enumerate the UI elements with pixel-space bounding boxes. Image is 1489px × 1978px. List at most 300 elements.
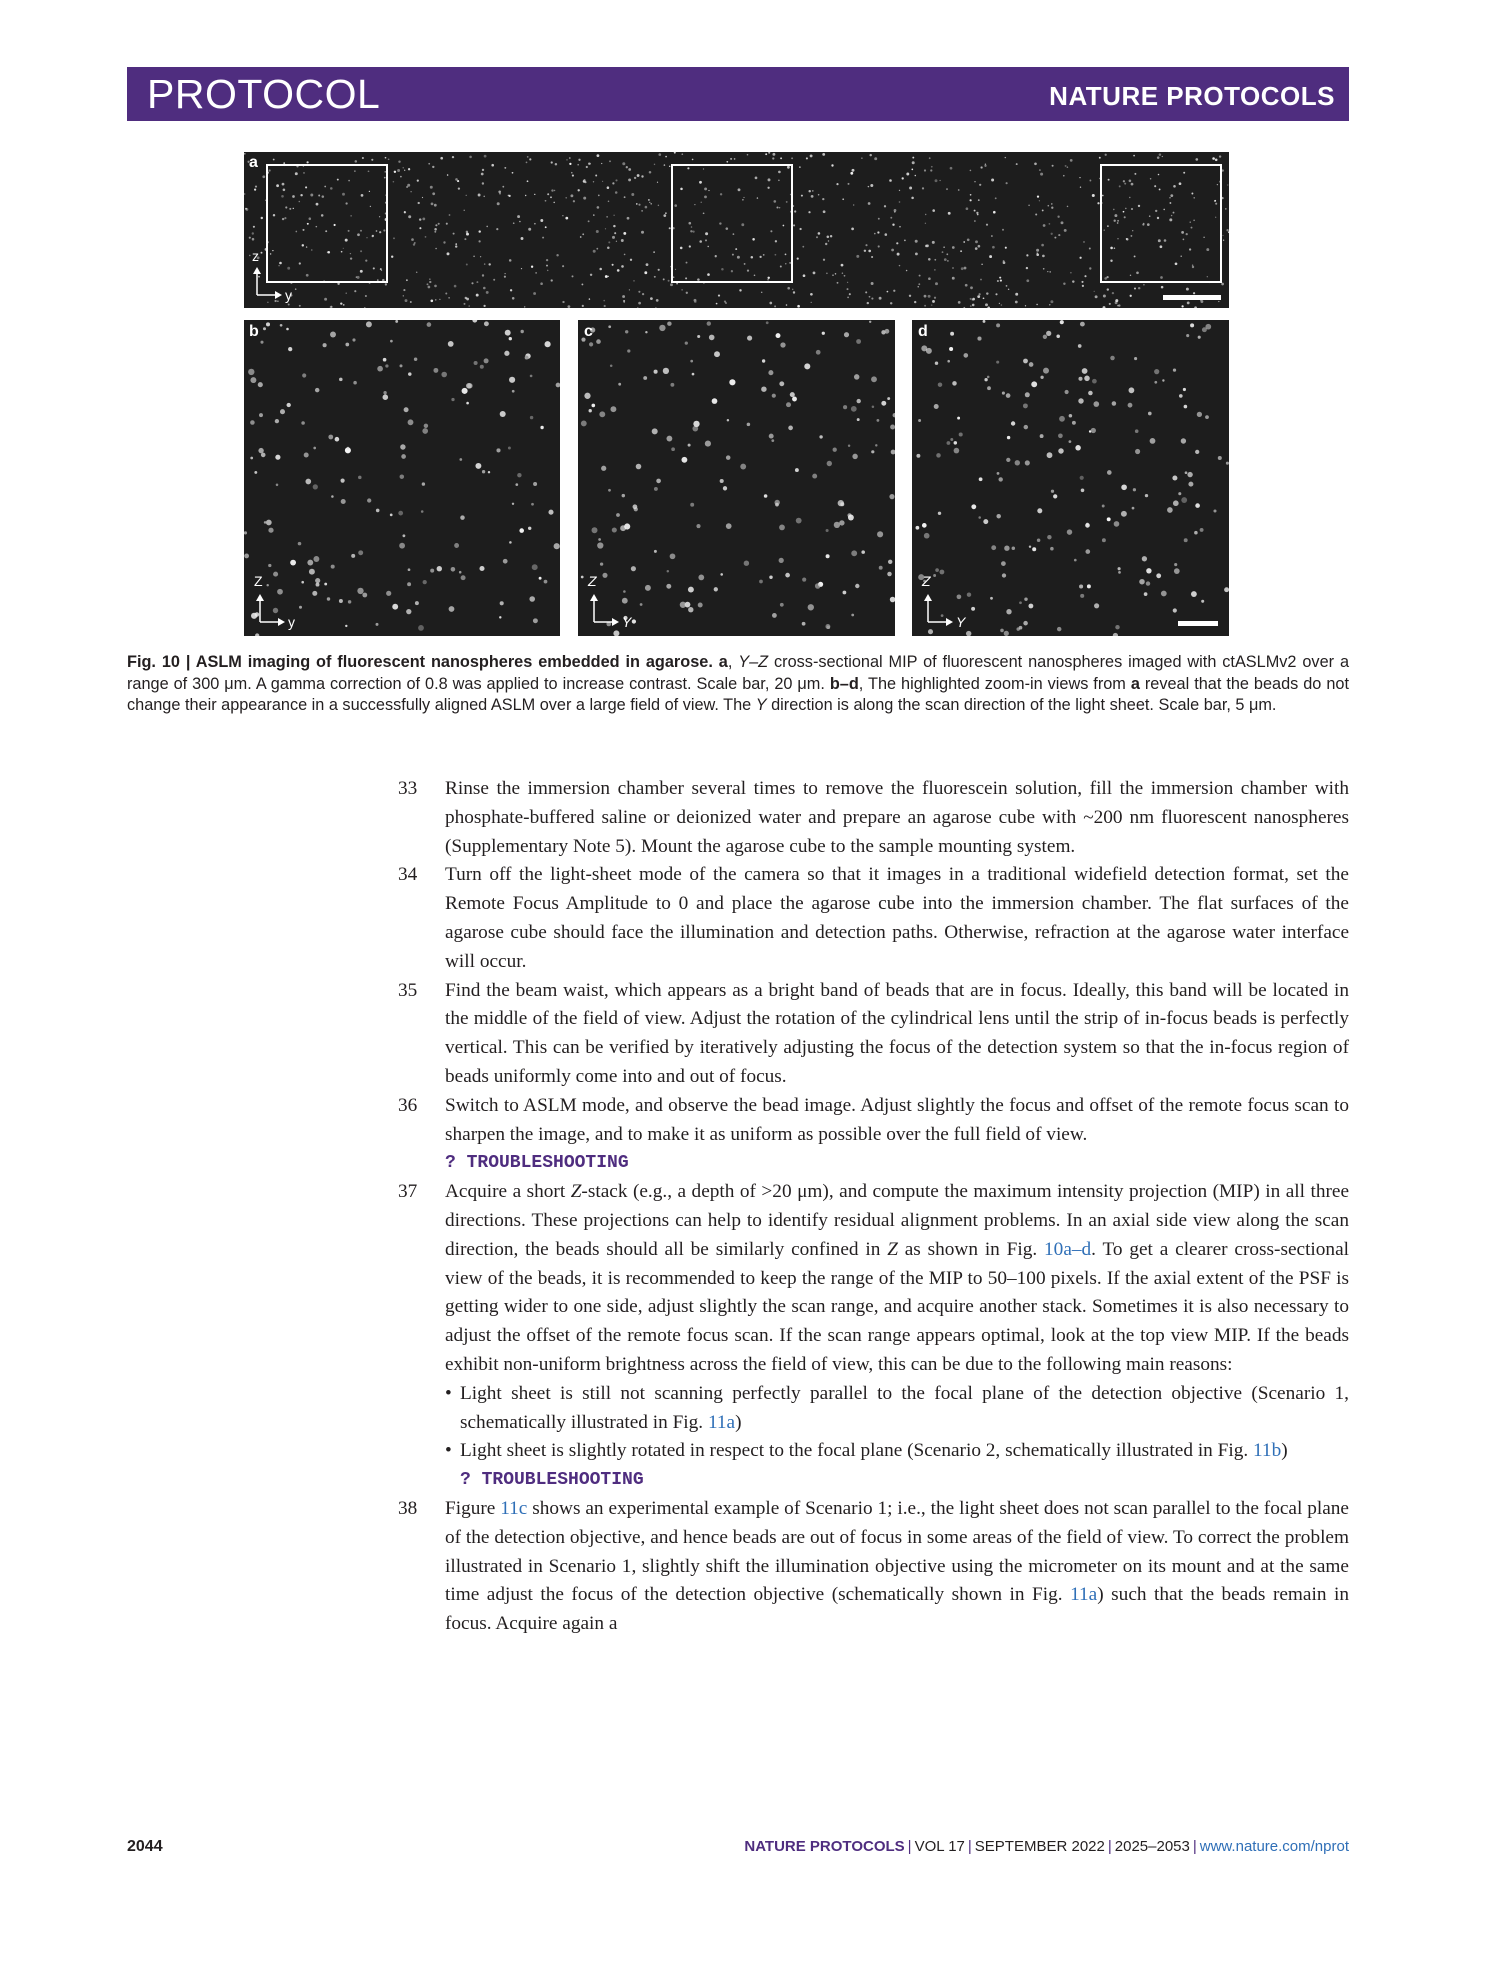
bead (950, 438, 953, 441)
bead (656, 299, 659, 302)
footer-url[interactable]: www.nature.com/nprot (1199, 1838, 1349, 1855)
bead (461, 575, 466, 580)
bead (1058, 433, 1063, 438)
bead (417, 180, 419, 182)
bead (1089, 248, 1091, 250)
bead (401, 454, 406, 459)
bead (709, 335, 715, 341)
bead (449, 214, 451, 216)
bead (946, 253, 948, 255)
bead (989, 255, 992, 258)
bead (840, 502, 844, 506)
bead (262, 175, 265, 178)
caption-text: reveal that the beads do not change their appearance in a successfully aligned ASLM over a large field of view. The (127, 674, 1349, 714)
bead (1060, 320, 1064, 324)
bead (483, 287, 486, 290)
bead (802, 246, 804, 248)
bead (610, 406, 616, 412)
bead (376, 623, 379, 626)
bead (249, 237, 251, 239)
bead (604, 305, 606, 307)
bead (483, 196, 484, 197)
bead (408, 215, 411, 218)
bead (533, 618, 538, 623)
bead (423, 580, 427, 584)
bead (681, 457, 687, 463)
bead (847, 297, 849, 299)
bead (977, 337, 981, 341)
bead (593, 214, 595, 216)
bead (542, 237, 544, 239)
footer-citation: NATURE PROTOCOLS | VOL 17 | SEPTEMBER 2022 | 2025–2053 | www.nature.com/nprot (744, 1838, 1349, 1855)
bead (980, 279, 982, 281)
bead (1047, 271, 1048, 272)
bead (894, 209, 897, 212)
bead (600, 562, 603, 565)
bead (266, 520, 272, 526)
bead (654, 370, 658, 374)
bead (856, 255, 859, 258)
bead (527, 156, 529, 158)
bead (509, 541, 512, 544)
bead (406, 609, 411, 614)
bead (613, 215, 614, 216)
bead (1048, 205, 1050, 207)
bead (555, 163, 557, 165)
bead (1049, 271, 1051, 273)
bead (891, 450, 895, 455)
bead (1115, 625, 1119, 629)
bead (909, 295, 911, 297)
step-number: 36 (398, 1094, 418, 1116)
bead (1082, 368, 1088, 374)
bead (570, 194, 573, 197)
bead (947, 360, 950, 363)
step-37 (398, 1178, 1349, 1380)
bead (1146, 581, 1150, 585)
axis-label-vertical-c: Z (588, 573, 597, 589)
bead (622, 494, 625, 497)
bead (795, 468, 799, 472)
bead (1228, 231, 1229, 233)
bead (478, 240, 480, 242)
bead (645, 206, 648, 209)
bead (475, 463, 481, 469)
bead (727, 419, 729, 421)
bullet-dot: • (445, 1440, 452, 1462)
bead (616, 513, 620, 517)
bead (415, 601, 419, 605)
bead (608, 325, 611, 328)
bead (468, 305, 470, 307)
step-text: -stack (e.g., a depth of >20 μm), and compute the maximum intensity projection (MIP) in all three directions. These projections can help to identify residual alignment problems. In an axial side view along the scan direction, the beads should all be similarly confined in (445, 1181, 1350, 1260)
bead (924, 169, 926, 171)
figure-link-11b[interactable]: 11b (1253, 1440, 1282, 1462)
bead (668, 280, 670, 282)
bead (445, 293, 447, 295)
bead (1195, 450, 1199, 454)
axis-indicator-b (250, 572, 310, 632)
bead (916, 454, 920, 458)
bead (250, 420, 255, 425)
bullet-text: ) (735, 1411, 742, 1433)
bead (513, 222, 515, 224)
bead (1080, 476, 1084, 480)
bead (688, 607, 693, 612)
bead (464, 238, 466, 240)
bead (780, 603, 784, 607)
bead (734, 158, 736, 160)
bead (429, 281, 431, 283)
bead (769, 302, 772, 305)
bead (393, 237, 395, 239)
bead (362, 157, 364, 159)
step-35 (398, 977, 1349, 1092)
bead (889, 494, 894, 499)
bead (874, 157, 877, 160)
bead (641, 210, 643, 212)
section-title: PROTOCOL (147, 71, 381, 117)
bead (638, 302, 641, 305)
bead (1067, 166, 1069, 168)
figure-link-11a[interactable]: 11a (707, 1411, 736, 1433)
bead (1118, 567, 1121, 570)
bead (716, 303, 718, 305)
bead (871, 298, 873, 300)
bead (502, 186, 504, 188)
bead (402, 534, 405, 537)
bead (1078, 344, 1082, 348)
bead (841, 264, 844, 267)
bead (1215, 159, 1218, 162)
figure-link-10a-d[interactable]: 10a–d (1044, 1238, 1092, 1260)
bead (601, 163, 602, 164)
bead (844, 275, 846, 277)
bead (1109, 303, 1111, 305)
bead (512, 172, 514, 174)
bead (471, 282, 473, 284)
bead (435, 248, 437, 250)
bead (1069, 414, 1073, 418)
bead (1183, 388, 1186, 391)
bead (244, 193, 245, 195)
bead (648, 199, 650, 201)
bead (825, 624, 830, 629)
bead (1150, 438, 1156, 444)
bead (1138, 287, 1140, 289)
bead (1057, 216, 1059, 218)
bead (1070, 272, 1072, 274)
step-text: Find the beam waist, which appears as a bright band of beads that are in focus. Ideally, this band will be located in the middle of the field of view. Adjust the rotation of the cylindrical lens until the strip of in-focus beads is perfectly vertical. This can be verified by iteratively adjusting the focus of the detection system so that the in-focus region of beads uniformly come into and out of focus. (445, 979, 1349, 1087)
panel-label-d: d (918, 323, 928, 340)
bead (403, 167, 404, 168)
bead (1056, 335, 1060, 339)
bead (769, 434, 774, 439)
bead (1040, 434, 1044, 438)
scale-bar-d (1178, 621, 1218, 626)
bead (1079, 177, 1080, 178)
bead (997, 280, 999, 282)
bead (371, 159, 373, 161)
bead (280, 409, 285, 414)
bead (435, 224, 437, 226)
bead (1084, 376, 1090, 382)
bead (1222, 235, 1223, 236)
bead (1016, 163, 1018, 165)
bead (613, 225, 615, 227)
bead (811, 195, 814, 198)
bead (799, 166, 801, 168)
bead (592, 527, 598, 533)
bead (509, 337, 512, 340)
bead (685, 341, 688, 344)
bullet-text: Light sheet is still not scanning perfectly parallel to the focal plane of the detection objective (Scenario 1, schematically illustrated in Fig. (460, 1382, 1349, 1433)
bead (582, 233, 584, 235)
bead (427, 283, 429, 285)
bead (636, 203, 638, 205)
bead (868, 186, 869, 187)
bead (1128, 403, 1133, 408)
bead (608, 241, 610, 243)
bead (400, 444, 405, 449)
bead (808, 211, 810, 213)
bead (599, 268, 602, 271)
bead (466, 298, 469, 301)
bead (1049, 223, 1051, 225)
bead (603, 300, 605, 302)
bead (659, 325, 665, 331)
bead (788, 426, 793, 431)
bead (914, 301, 916, 303)
bead (335, 437, 340, 442)
caption-text: , The highlighted zoom-in views from (858, 674, 1131, 693)
bead (1023, 621, 1028, 626)
bead (313, 484, 318, 489)
bead (312, 591, 317, 596)
bead (391, 256, 393, 258)
bead (562, 215, 563, 216)
bead (597, 542, 603, 548)
bead (806, 157, 808, 159)
bead (452, 156, 454, 158)
bead (932, 241, 935, 244)
bead (577, 164, 579, 166)
bead (641, 175, 643, 177)
bead (1019, 601, 1022, 604)
bead (569, 163, 571, 165)
bead (316, 583, 320, 587)
bead (794, 210, 796, 212)
bead (964, 267, 967, 270)
bead (1036, 253, 1039, 256)
bead (928, 277, 931, 280)
bead (616, 241, 617, 242)
bead (353, 381, 357, 385)
bead (424, 424, 428, 428)
bead (408, 419, 414, 425)
bead (869, 154, 871, 156)
bead (802, 622, 806, 626)
bead (324, 298, 327, 301)
bead (547, 193, 549, 195)
bead (654, 164, 655, 165)
journal-header-bar (127, 67, 1349, 121)
bead (768, 152, 770, 154)
bead (390, 340, 393, 343)
bead (365, 295, 367, 297)
bead (884, 205, 886, 207)
bead (428, 286, 431, 289)
bead (597, 154, 600, 157)
bead (517, 215, 520, 218)
axis-indicator-d (918, 572, 978, 632)
bead (462, 388, 468, 394)
bead (268, 528, 273, 533)
bead (816, 236, 818, 238)
bead (392, 604, 398, 610)
bead (1023, 403, 1028, 408)
bead (521, 330, 524, 333)
bead (819, 435, 822, 438)
bead (854, 374, 859, 379)
bead (887, 572, 891, 576)
bead (972, 298, 975, 301)
bead (1058, 448, 1063, 453)
bead (612, 527, 617, 532)
bead (1002, 392, 1005, 395)
bead (255, 633, 259, 636)
bead (1054, 237, 1056, 239)
bead (467, 383, 472, 388)
bead (419, 218, 421, 220)
bead (624, 254, 626, 256)
bead (776, 333, 781, 338)
bead (1078, 377, 1082, 381)
bead (799, 228, 801, 230)
bead (565, 197, 567, 199)
bead (696, 524, 700, 528)
bead (707, 321, 711, 325)
bead (642, 293, 644, 295)
figure-link-11a[interactable]: 11a (1070, 1584, 1098, 1606)
bead (1002, 573, 1006, 577)
bead (867, 302, 869, 304)
bead (869, 296, 871, 298)
bead (583, 197, 586, 200)
bead (966, 207, 969, 210)
bead (250, 377, 256, 383)
bead (1115, 299, 1118, 302)
bead (812, 190, 814, 192)
bead (529, 158, 531, 160)
bead (1051, 233, 1053, 235)
bead (622, 162, 625, 165)
bead (1002, 229, 1004, 231)
bead (1039, 169, 1041, 171)
bead (407, 184, 410, 187)
bead (934, 297, 936, 299)
bead (1195, 503, 1200, 508)
bead (408, 168, 410, 170)
bead (464, 303, 466, 305)
bead (1173, 500, 1179, 506)
bead (483, 305, 485, 307)
bead (630, 259, 632, 261)
bead (367, 498, 371, 502)
bead (865, 291, 867, 293)
bead (1080, 187, 1081, 188)
bead (460, 515, 465, 520)
bead (874, 233, 876, 235)
bead (740, 464, 746, 470)
bead (1159, 153, 1162, 156)
bead (400, 364, 403, 367)
bead (739, 289, 741, 291)
bead (1114, 521, 1120, 527)
bead (1174, 568, 1180, 574)
bead (822, 332, 825, 335)
bead (330, 332, 336, 338)
bead (785, 573, 790, 578)
bead (837, 282, 839, 284)
bead (1085, 523, 1090, 528)
bead (852, 169, 855, 172)
bead (839, 520, 844, 525)
step-text: ) such that the beads remain in focus. Acquire again a (445, 1584, 1349, 1635)
bead (779, 558, 784, 563)
bead (801, 195, 803, 197)
figure-link-11c[interactable]: 11c (500, 1497, 528, 1519)
bead (1079, 257, 1081, 259)
bead (1102, 538, 1106, 542)
footer-journal: NATURE PROTOCOLS (744, 1838, 905, 1855)
bead (1043, 335, 1047, 339)
bead (918, 283, 920, 285)
bead (911, 169, 913, 171)
bead (658, 205, 659, 206)
bead (354, 290, 356, 292)
figure-panel-b (244, 320, 560, 636)
step-text: Acquire a short (445, 1181, 571, 1203)
bead (1225, 208, 1227, 210)
bead (952, 381, 957, 386)
bead (666, 436, 672, 442)
bead (315, 388, 319, 392)
bead (705, 441, 711, 447)
bead (970, 199, 972, 201)
bead (1051, 203, 1053, 205)
bead (772, 153, 775, 156)
bead (493, 279, 495, 281)
bead (1083, 241, 1084, 242)
bead (633, 280, 634, 281)
bead (792, 289, 793, 290)
bead (1187, 472, 1192, 477)
bead (729, 379, 735, 385)
bead (250, 457, 253, 460)
bead (947, 441, 951, 445)
bead (665, 212, 667, 214)
bead (853, 204, 854, 205)
bead (825, 243, 827, 245)
bead (638, 291, 640, 293)
bead (254, 189, 256, 191)
bead (1190, 323, 1194, 327)
bead (881, 330, 885, 334)
bead (1186, 288, 1189, 291)
bead (1167, 507, 1173, 513)
bead (517, 473, 521, 477)
